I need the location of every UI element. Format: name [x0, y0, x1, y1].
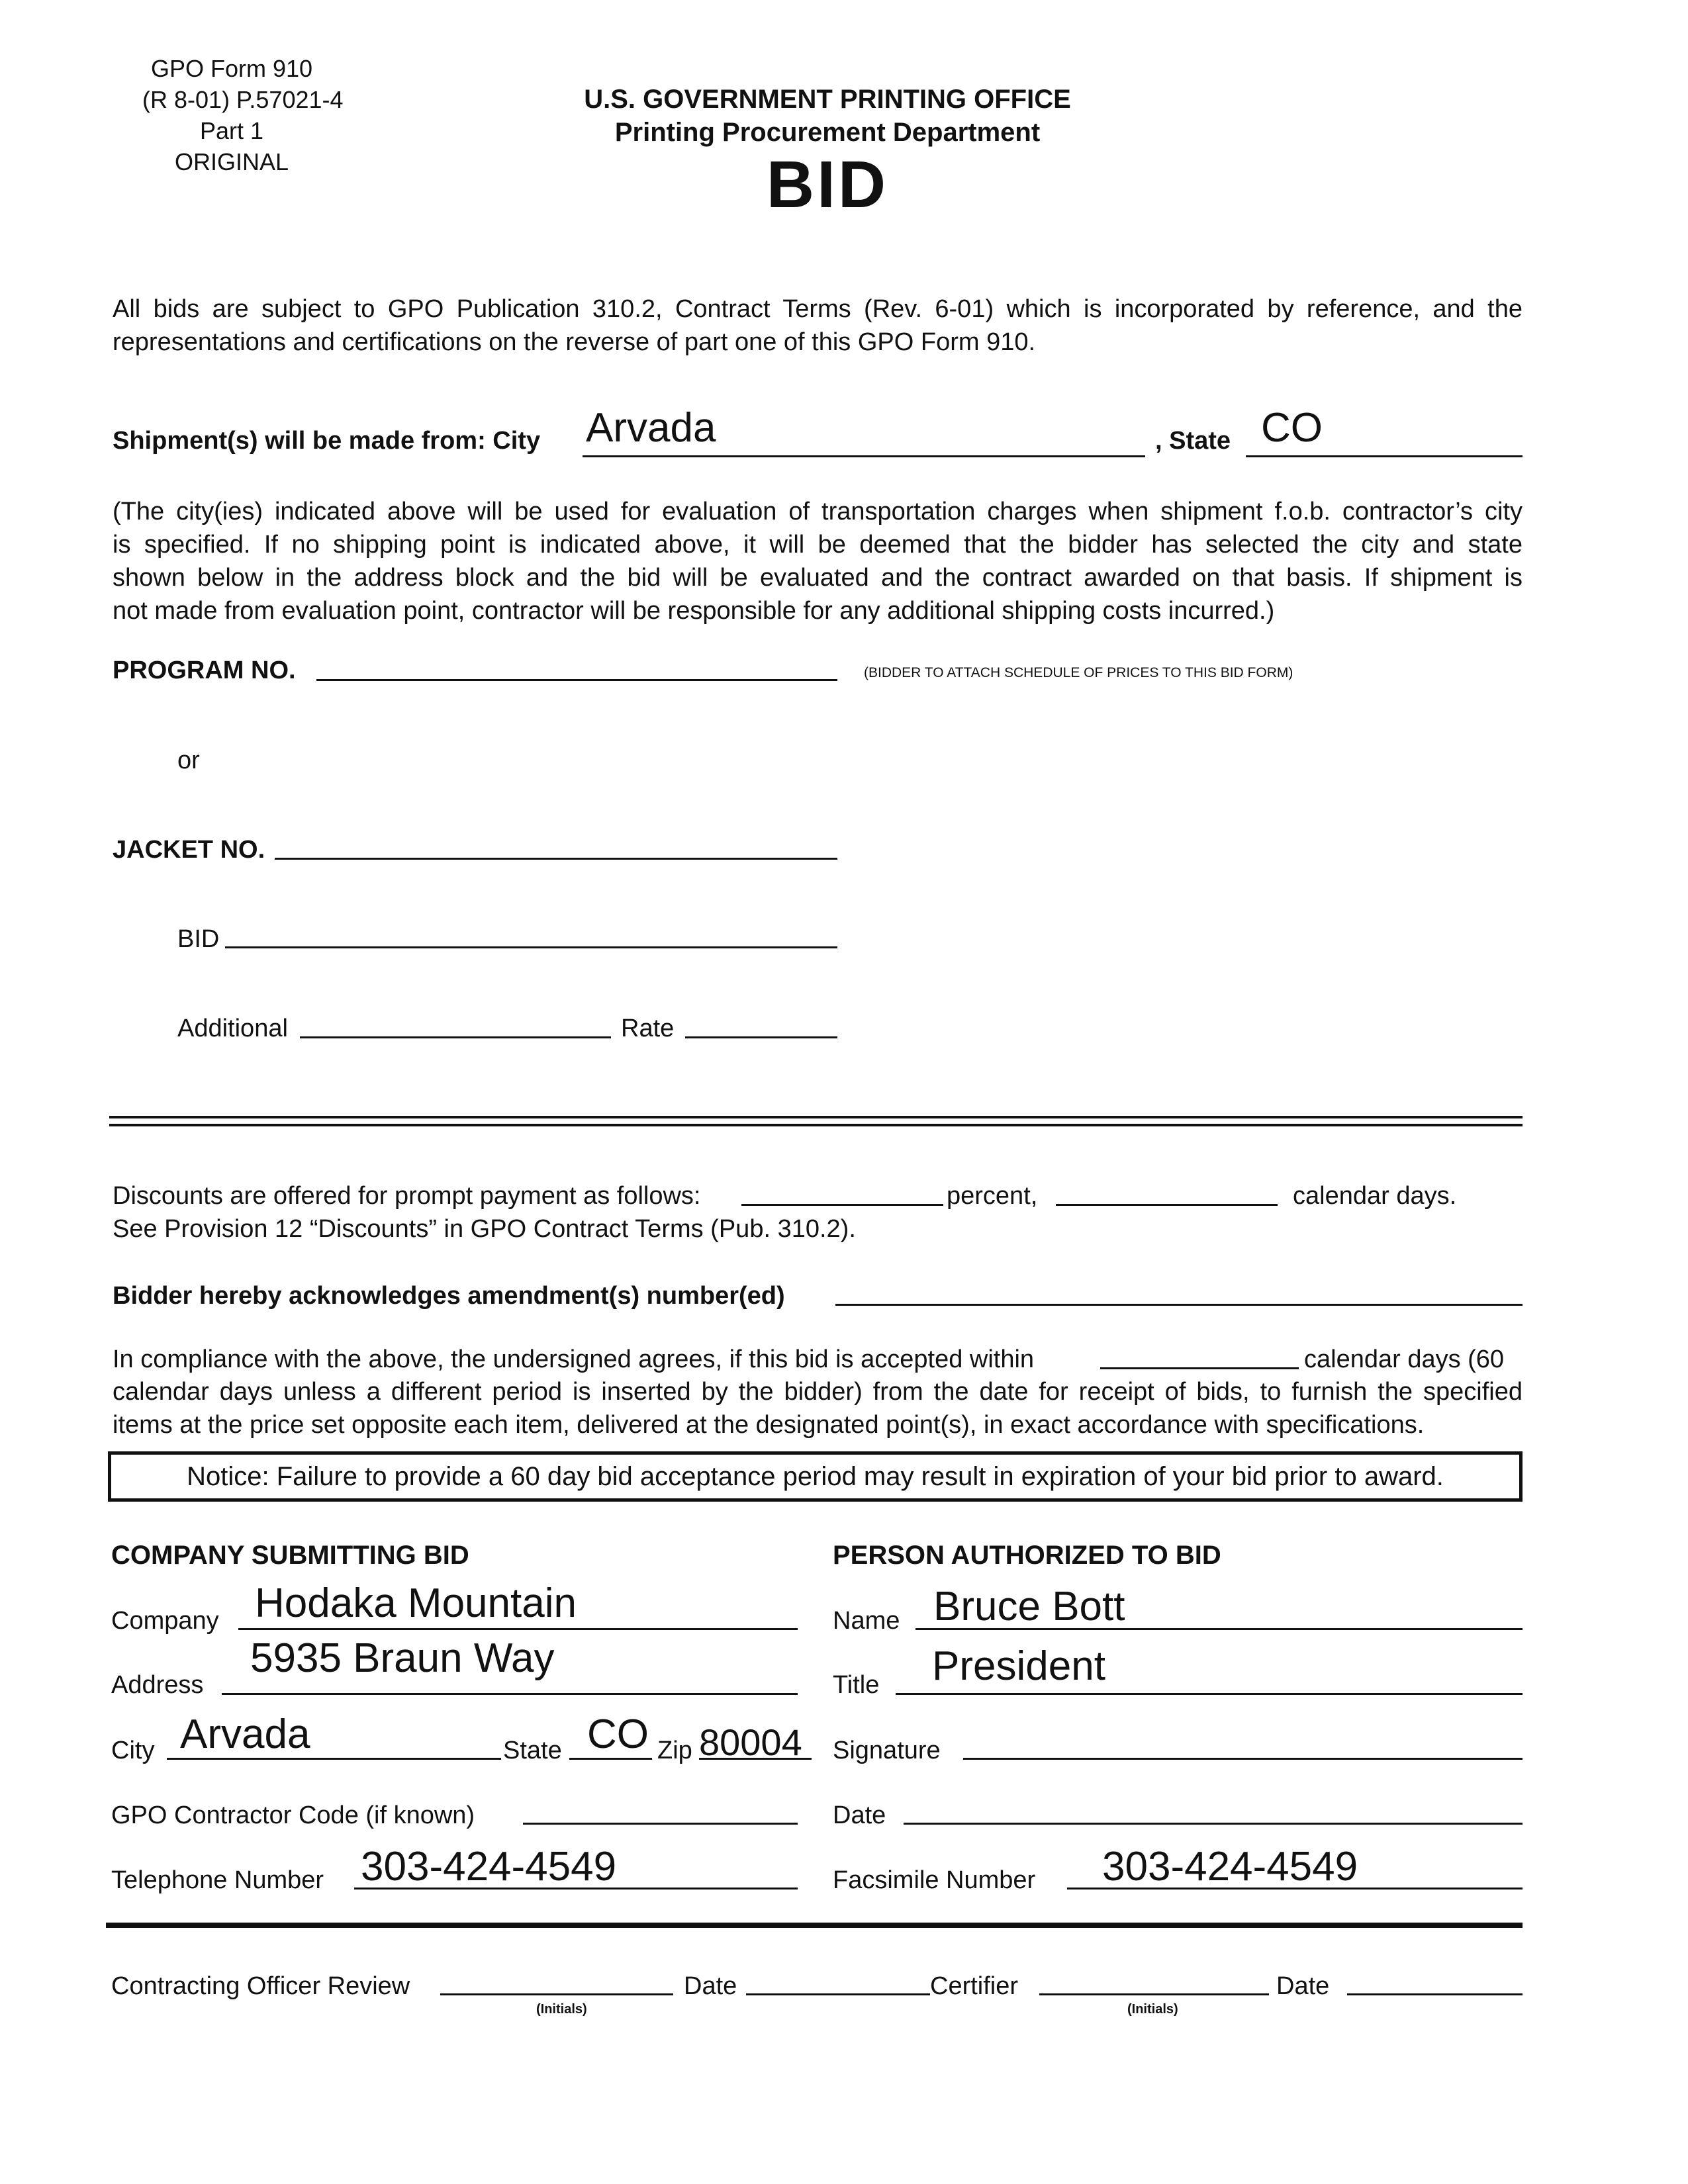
state-line[interactable] [569, 1758, 652, 1760]
shipment-city-label: Shipment(s) will be made from: City [113, 427, 541, 455]
discount-days-field[interactable] [1056, 1204, 1278, 1206]
certifier-initials-field[interactable] [1039, 1993, 1269, 1995]
city-label: City [111, 1737, 155, 1764]
department-title: Printing Procurement Department [614, 118, 1041, 147]
additional-field[interactable] [300, 1036, 611, 1038]
form-id-block [142, 53, 344, 177]
facsimile-value[interactable]: 303-424-4549 [1102, 1844, 1358, 1889]
discounts-text: Discounts are offered for prompt payment as follows: [113, 1182, 701, 1210]
bid-label: BID [177, 925, 220, 953]
divider-bottom [109, 1124, 1523, 1126]
acceptance-days-field[interactable] [1100, 1367, 1299, 1369]
certifier-date-label: Date [1276, 1972, 1330, 2000]
program-attach-note: (BIDDER TO ATTACH SCHEDULE OF PRICES TO THIS BID FORM) [864, 665, 1293, 680]
or-text: or [177, 747, 200, 774]
title-line[interactable] [896, 1693, 1523, 1695]
contractor-code-field[interactable] [523, 1823, 798, 1825]
intro-line-1: All bids are subject to GPO Publication 310.2, Contract Terms (Rev. 6-01) which is incorporated by reference, and the [113, 295, 1523, 323]
jacket-number-label: JACKET NO. [113, 836, 265, 864]
state-label: State [503, 1737, 562, 1764]
review-date-field[interactable] [746, 1993, 930, 1995]
notice-box [108, 1451, 1523, 1502]
telephone-label: Telephone Number [111, 1866, 324, 1894]
page-title: BID [766, 148, 889, 222]
section-divider [106, 1923, 1523, 1928]
certifier-initials-caption: (Initials) [1127, 2002, 1178, 2017]
evaluation-note-line-2: is specified. If no shipping point is indicated above, it will be deemed that the bidder has selected the city and state [113, 531, 1523, 559]
evaluation-note-line-3: shown below in the address block and the bid will be evaluated and the contract awarded on that basis. If shipment is [113, 564, 1523, 592]
bid-field[interactable] [225, 946, 837, 948]
contracting-officer-label: Contracting Officer Review [111, 1972, 410, 2000]
compliance-line-1a: In compliance with the above, the undersigned agrees, if this bid is accepted within [113, 1345, 1035, 1373]
form-number: GPO Form 910 [150, 55, 313, 82]
office-title: U.S. GOVERNMENT PRINTING OFFICE [584, 85, 1071, 114]
additional-label: Additional [177, 1015, 288, 1042]
name-value[interactable]: Bruce Bott [933, 1584, 1125, 1629]
form-revision: (R 8-01) P.57021-4 [142, 86, 344, 113]
person-heading: PERSON AUTHORIZED TO BID [833, 1541, 1221, 1570]
company-heading: COMPANY SUBMITTING BID [111, 1541, 469, 1570]
signature-field[interactable] [963, 1758, 1523, 1760]
facsimile-label: Facsimile Number [833, 1866, 1036, 1894]
address-line[interactable] [222, 1693, 798, 1695]
title-value[interactable]: President [932, 1643, 1105, 1689]
contractor-code-label: GPO Contractor Code (if known) [111, 1801, 475, 1829]
certifier-label: Certifier [930, 1972, 1019, 2000]
title-label: Title [833, 1671, 880, 1699]
city-line[interactable] [167, 1758, 501, 1760]
shipment-city-value[interactable]: Arvada [586, 405, 716, 451]
intro-line-2: representations and certifications on the reverse of part one of this GPO Form 910. [113, 328, 1036, 356]
city-value[interactable]: Arvada [180, 1711, 310, 1757]
form-copy-type: ORIGINAL [174, 148, 289, 175]
company-name-line[interactable] [238, 1628, 798, 1630]
compliance-line-3: items at the price set opposite each item, delivered at the designated point(s), in exact accordance with specifications. [113, 1411, 1425, 1439]
officer-initials-caption: (Initials) [536, 2002, 587, 2017]
jacket-number-field[interactable] [275, 858, 837, 860]
signature-label: Signature [833, 1737, 941, 1764]
calendar-days-label: calendar days. [1293, 1182, 1457, 1210]
compliance-line-1b: calendar days (60 [1304, 1345, 1505, 1373]
program-number-field[interactable] [316, 679, 837, 681]
form-part: Part 1 [199, 117, 264, 144]
shipment-state-label: , State [1155, 427, 1231, 455]
zip-value[interactable]: 80004 [699, 1721, 802, 1763]
evaluation-note-line-4: not made from evaluation point, contractor will be responsible for any additional shipping costs incurred.) [113, 597, 1275, 625]
zip-label: Zip [657, 1737, 692, 1764]
date-field[interactable] [904, 1823, 1523, 1825]
divider-top [109, 1116, 1523, 1118]
shipment-state-value[interactable]: CO [1261, 405, 1323, 451]
rate-label: Rate [621, 1015, 675, 1042]
evaluation-note-line-1: (The city(ies) indicated above will be used for evaluation of transportation charges when shipment f.o.b. contractor’s city [113, 498, 1523, 525]
certifier-date-field[interactable] [1347, 1993, 1523, 1995]
amendments-field[interactable] [835, 1304, 1523, 1306]
notice-text: Notice: Failure to provide a 60 day bid acceptance period may result in expiration of your bid prior to award. [187, 1462, 1444, 1491]
shipment-city-line[interactable] [583, 455, 1145, 457]
company-name-label: Company [111, 1607, 219, 1635]
shipment-state-line[interactable] [1246, 455, 1523, 457]
state-value[interactable]: CO [587, 1711, 649, 1757]
address-value[interactable]: 5935 Braun Way [250, 1635, 555, 1681]
rate-field[interactable] [685, 1036, 837, 1038]
program-number-label: PROGRAM NO. [113, 657, 296, 684]
discounts-provision-text: See Provision 12 “Discounts” in GPO Contract Terms (Pub. 310.2). [113, 1215, 856, 1243]
officer-initials-field[interactable] [440, 1993, 673, 1995]
compliance-line-2: calendar days unless a different period is inserted by the bidder) from the date for receipt of bids, to furnish the specified [113, 1378, 1523, 1406]
date-label: Date [833, 1801, 886, 1829]
telephone-value[interactable]: 303-424-4549 [361, 1844, 617, 1889]
percent-label: percent, [947, 1182, 1038, 1210]
amendments-label: Bidder hereby acknowledges amendment(s) number(ed) [113, 1282, 785, 1310]
discount-percent-field[interactable] [741, 1204, 943, 1206]
review-date-label: Date [684, 1972, 737, 2000]
address-label: Address [111, 1671, 204, 1699]
company-name-value[interactable]: Hodaka Mountain [255, 1580, 577, 1626]
name-label: Name [833, 1607, 900, 1635]
